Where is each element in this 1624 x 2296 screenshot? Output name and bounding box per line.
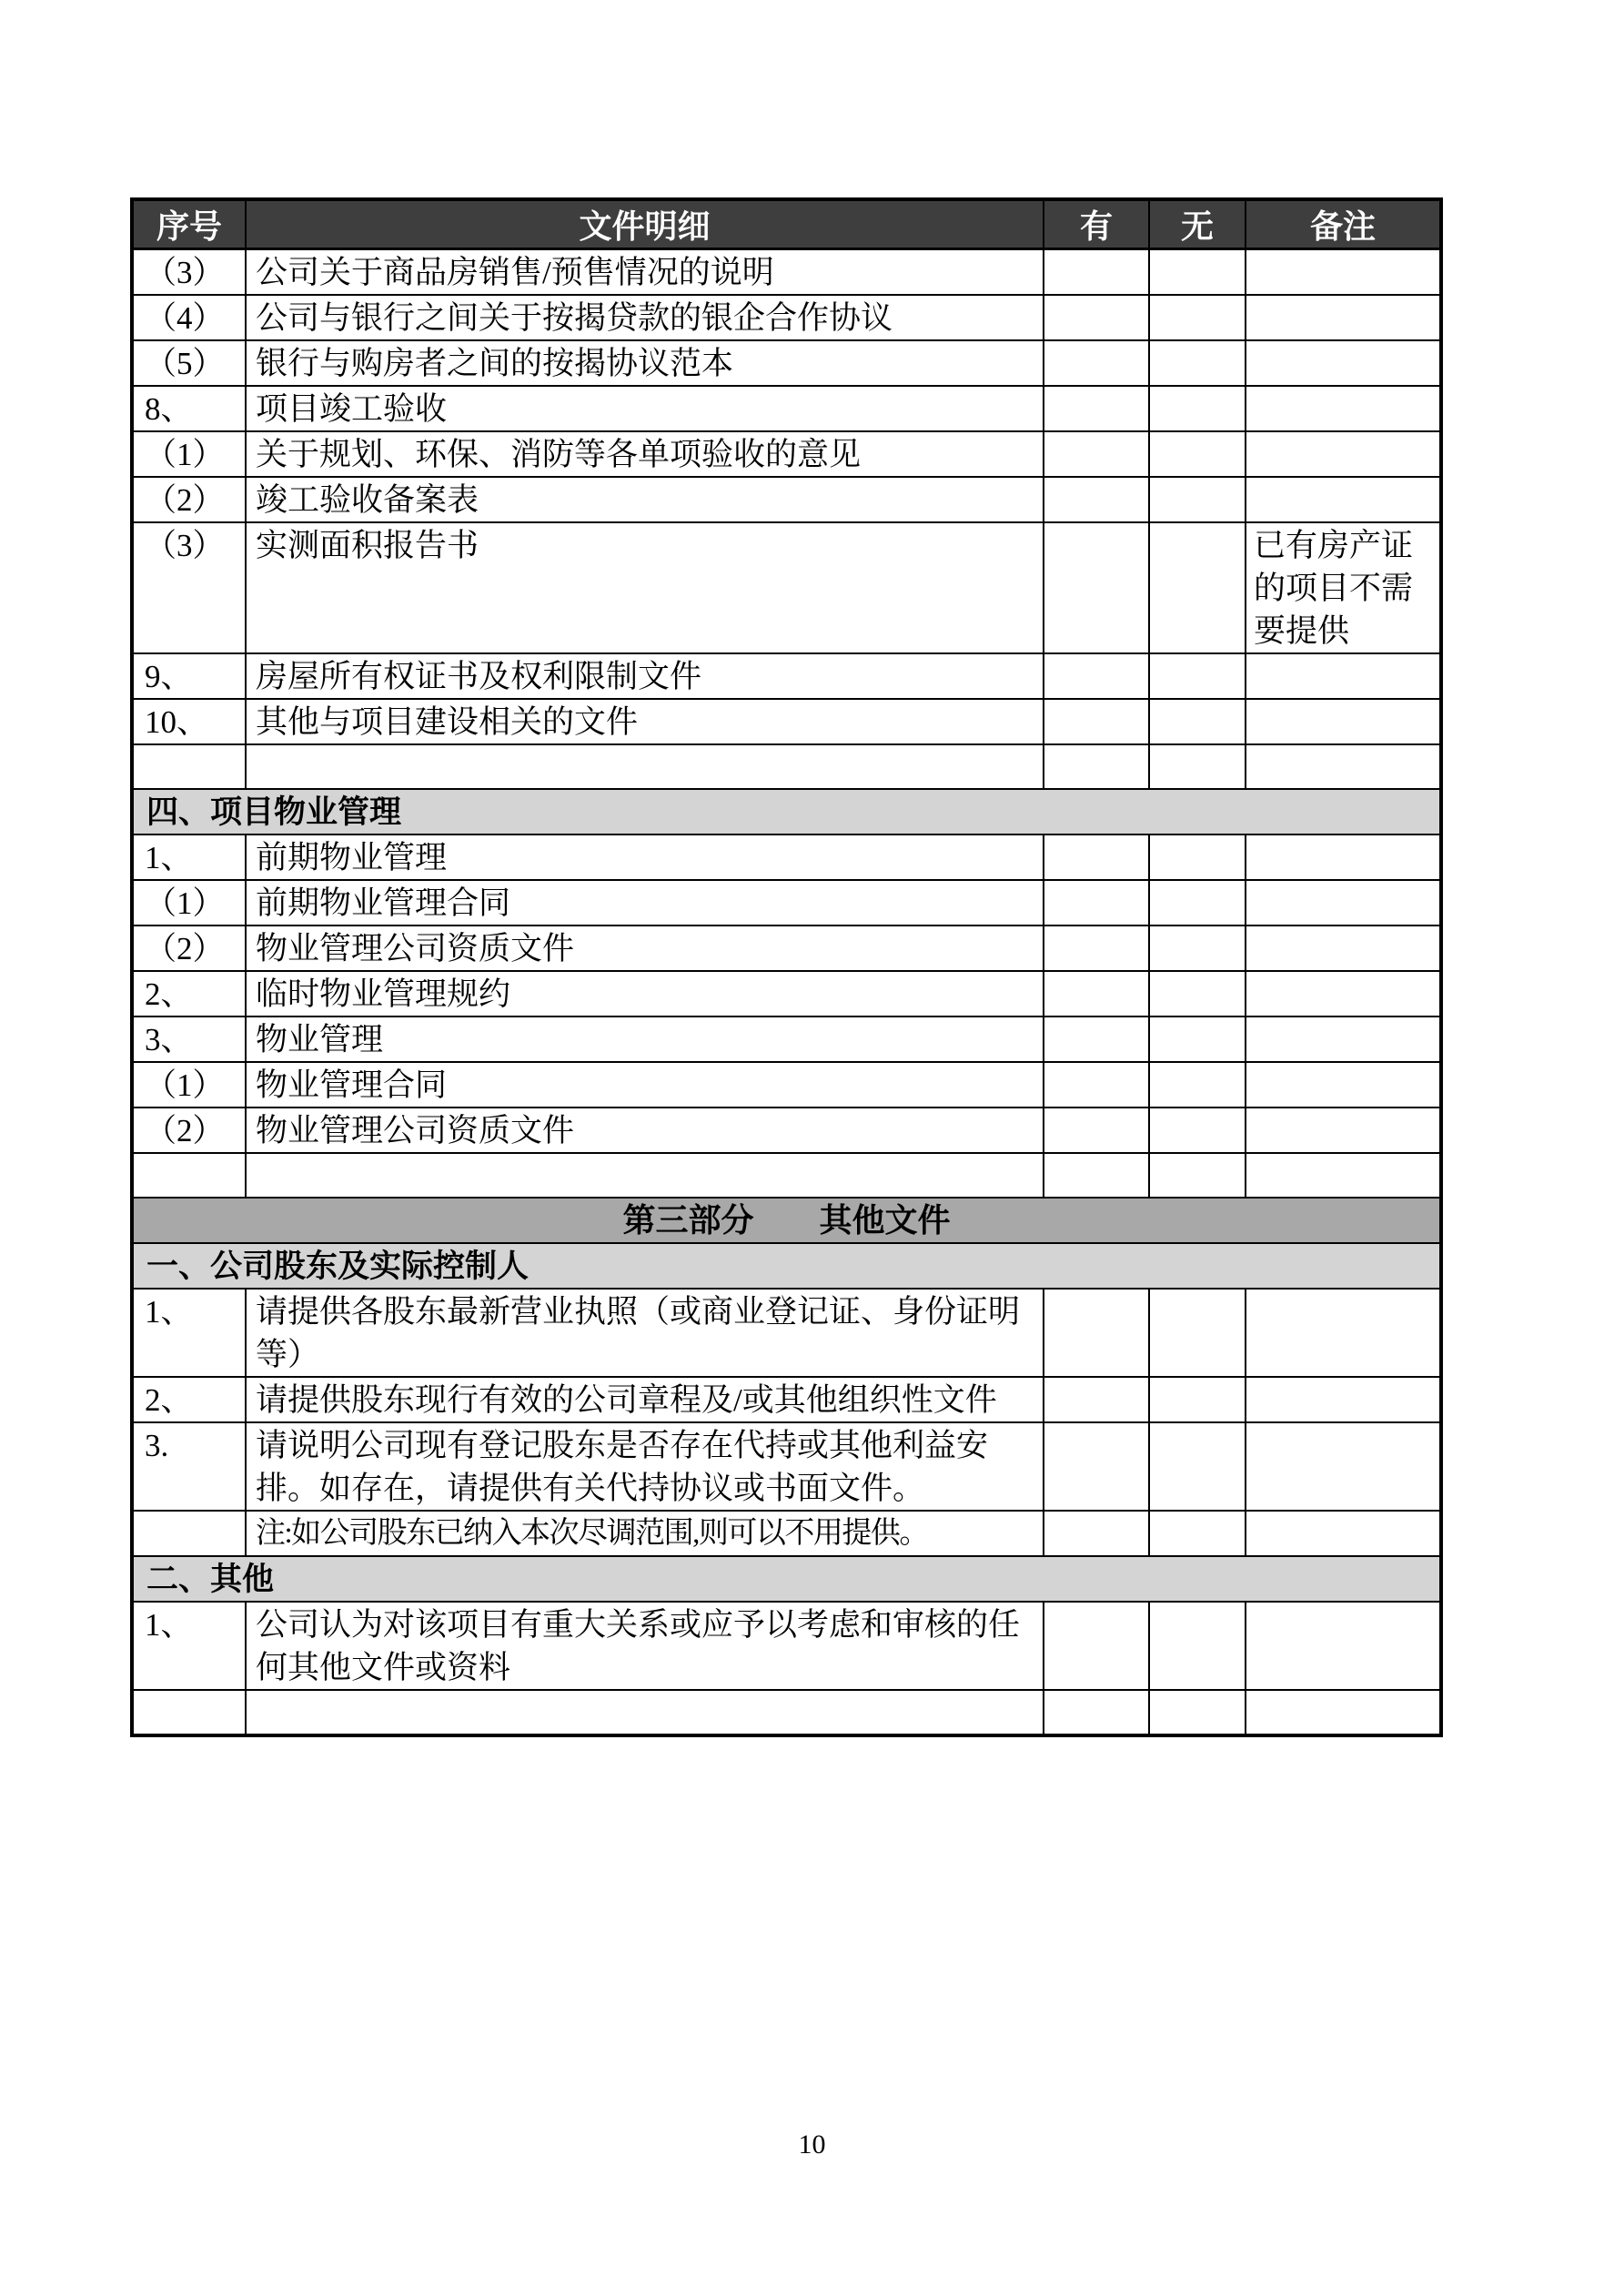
detail-cell: 公司与银行之间关于按揭贷款的银企合作协议 <box>246 295 1044 340</box>
none-cell <box>1149 1062 1246 1108</box>
remark-cell <box>1246 880 1441 925</box>
none-cell <box>1149 971 1246 1017</box>
section-row <box>132 789 1441 834</box>
remark-cell <box>1246 971 1441 1017</box>
section-label: 二、其他 <box>132 1556 1441 1602</box>
detail-cell: 物业管理公司资质文件 <box>246 925 1044 971</box>
remark-cell <box>1246 340 1441 386</box>
has-cell <box>1044 431 1149 477</box>
seq-cell <box>132 744 246 789</box>
section-row <box>132 1243 1441 1289</box>
none-cell <box>1149 295 1246 340</box>
table-row <box>132 1602 1441 1690</box>
detail-cell: 请提供各股东最新营业执照（或商业登记证、身份证明等） <box>246 1289 1044 1377</box>
detail-cell: 前期物业管理合同 <box>246 880 1044 925</box>
table-row <box>132 477 1441 522</box>
detail-cell: 物业管理 <box>246 1017 1044 1062</box>
has-cell <box>1044 971 1149 1017</box>
remark-cell <box>1246 1690 1441 1735</box>
none-cell <box>1149 880 1246 925</box>
table-row <box>132 1062 1441 1108</box>
remark-cell <box>1246 1062 1441 1108</box>
column-header-has: 有 <box>1044 199 1149 249</box>
detail-cell: 临时物业管理规约 <box>246 971 1044 1017</box>
detail-cell <box>246 744 1044 789</box>
remark-cell <box>1246 386 1441 431</box>
seq-cell: （1） <box>132 431 246 477</box>
table-row <box>132 834 1441 880</box>
none-cell <box>1149 744 1246 789</box>
remark-cell <box>1246 295 1441 340</box>
table-row <box>132 1377 1441 1422</box>
table-row <box>132 431 1441 477</box>
remark-cell <box>1246 1153 1441 1198</box>
has-cell <box>1044 1108 1149 1153</box>
detail-cell: 注:如公司股东已纳入本次尽调范围,则可以不用提供。 <box>246 1511 1044 1556</box>
table-row <box>132 880 1441 925</box>
table-row <box>132 971 1441 1017</box>
none-cell <box>1149 653 1246 699</box>
header-row <box>132 199 1441 249</box>
remark-cell <box>1246 1289 1441 1377</box>
table-row <box>132 1108 1441 1153</box>
none-cell <box>1149 1422 1246 1511</box>
detail-cell: 公司关于商品房销售/预售情况的说明 <box>246 249 1044 296</box>
section-row <box>132 1556 1441 1602</box>
seq-cell: 1、 <box>132 1289 246 1377</box>
has-cell <box>1044 340 1149 386</box>
remark-cell: 已有房产证的项目不需要提供 <box>1246 522 1441 653</box>
remark-cell <box>1246 1377 1441 1422</box>
has-cell <box>1044 699 1149 744</box>
table-row <box>132 1153 1441 1198</box>
has-cell <box>1044 1511 1149 1556</box>
detail-cell: 项目竣工验收 <box>246 386 1044 431</box>
none-cell <box>1149 1153 1246 1198</box>
seq-cell: （2） <box>132 477 246 522</box>
detail-cell: 关于规划、环保、消防等各单项验收的意见 <box>246 431 1044 477</box>
seq-cell: 2、 <box>132 971 246 1017</box>
detail-cell: 请说明公司现有登记股东是否存在代持或其他利益安排。如存在，请提供有关代持协议或书面文件。 <box>246 1422 1044 1511</box>
part-header-label: 第三部分 其他文件 <box>132 1198 1441 1243</box>
seq-cell: （3） <box>132 522 246 653</box>
table-row <box>132 522 1441 653</box>
detail-cell: 公司认为对该项目有重大关系或应予以考虑和审核的任何其他文件或资料 <box>246 1602 1044 1690</box>
remark-cell <box>1246 249 1441 296</box>
has-cell <box>1044 1602 1149 1690</box>
seq-cell: （1） <box>132 880 246 925</box>
has-cell <box>1044 1690 1149 1735</box>
none-cell <box>1149 340 1246 386</box>
remark-cell <box>1246 1017 1441 1062</box>
detail-cell: 竣工验收备案表 <box>246 477 1044 522</box>
remark-cell <box>1246 834 1441 880</box>
detail-cell: 实测面积报告书 <box>246 522 1044 653</box>
part-header-row <box>132 1198 1441 1243</box>
none-cell <box>1149 1511 1246 1556</box>
has-cell <box>1044 1422 1149 1511</box>
none-cell <box>1149 477 1246 522</box>
remark-cell <box>1246 431 1441 477</box>
table-row <box>132 653 1441 699</box>
has-cell <box>1044 880 1149 925</box>
remark-cell <box>1246 653 1441 699</box>
seq-cell: 8、 <box>132 386 246 431</box>
seq-cell: （1） <box>132 1062 246 1108</box>
has-cell <box>1044 1017 1149 1062</box>
seq-cell <box>132 1511 246 1556</box>
has-cell <box>1044 295 1149 340</box>
has-cell <box>1044 386 1149 431</box>
has-cell <box>1044 653 1149 699</box>
none-cell <box>1149 925 1246 971</box>
seq-cell: （3） <box>132 249 246 296</box>
detail-cell: 房屋所有权证书及权利限制文件 <box>246 653 1044 699</box>
remark-cell <box>1246 1602 1441 1690</box>
seq-cell: 9、 <box>132 653 246 699</box>
table-row <box>132 1017 1441 1062</box>
none-cell <box>1149 1289 1246 1377</box>
remark-cell <box>1246 1511 1441 1556</box>
none-cell <box>1149 522 1246 653</box>
remark-cell <box>1246 699 1441 744</box>
seq-cell: 10、 <box>132 699 246 744</box>
none-cell <box>1149 1017 1246 1062</box>
table-row <box>132 1511 1441 1556</box>
table-row <box>132 925 1441 971</box>
remark-cell <box>1246 1108 1441 1153</box>
detail-cell: 前期物业管理 <box>246 834 1044 880</box>
seq-cell: （5） <box>132 340 246 386</box>
table-row <box>132 295 1441 340</box>
seq-cell: （2） <box>132 925 246 971</box>
table-row <box>132 340 1441 386</box>
has-cell <box>1044 1377 1149 1422</box>
none-cell <box>1149 1377 1246 1422</box>
none-cell <box>1149 249 1246 296</box>
has-cell <box>1044 477 1149 522</box>
table-row <box>132 699 1441 744</box>
detail-cell: 物业管理公司资质文件 <box>246 1108 1044 1153</box>
seq-cell: 3. <box>132 1422 246 1511</box>
seq-cell: 1、 <box>132 834 246 880</box>
has-cell <box>1044 249 1149 296</box>
seq-cell: 2、 <box>132 1377 246 1422</box>
seq-cell: （2） <box>132 1108 246 1153</box>
remark-cell <box>1246 477 1441 522</box>
detail-cell <box>246 1690 1044 1735</box>
none-cell <box>1149 386 1246 431</box>
table-row <box>132 386 1441 431</box>
column-header-remark: 备注 <box>1246 199 1441 249</box>
detail-cell: 银行与购房者之间的按揭协议范本 <box>246 340 1044 386</box>
seq-cell <box>132 1690 246 1735</box>
column-header-seq: 序号 <box>132 199 246 249</box>
page-number: 10 <box>798 2129 826 2159</box>
detail-cell: 物业管理合同 <box>246 1062 1044 1108</box>
checklist-table <box>130 197 1443 1737</box>
seq-cell: （4） <box>132 295 246 340</box>
section-label: 四、项目物业管理 <box>132 789 1441 834</box>
none-cell <box>1149 1108 1246 1153</box>
none-cell <box>1149 699 1246 744</box>
table-row <box>132 1422 1441 1511</box>
seq-cell <box>132 1153 246 1198</box>
remark-cell <box>1246 925 1441 971</box>
has-cell <box>1044 1062 1149 1108</box>
table-row <box>132 249 1441 296</box>
seq-cell: 1、 <box>132 1602 246 1690</box>
detail-cell: 其他与项目建设相关的文件 <box>246 699 1044 744</box>
seq-cell: 3、 <box>132 1017 246 1062</box>
remark-cell <box>1246 1422 1441 1511</box>
has-cell <box>1044 1289 1149 1377</box>
has-cell <box>1044 925 1149 971</box>
has-cell <box>1044 744 1149 789</box>
remark-cell <box>1246 744 1441 789</box>
detail-cell <box>246 1153 1044 1198</box>
has-cell <box>1044 834 1149 880</box>
none-cell <box>1149 1690 1246 1735</box>
table-row <box>132 1289 1441 1377</box>
column-header-detail: 文件明细 <box>246 199 1044 249</box>
none-cell <box>1149 834 1246 880</box>
column-header-none: 无 <box>1149 199 1246 249</box>
none-cell <box>1149 1602 1246 1690</box>
section-label: 一、公司股东及实际控制人 <box>132 1243 1441 1289</box>
table-row <box>132 744 1441 789</box>
table-row <box>132 1690 1441 1735</box>
none-cell <box>1149 431 1246 477</box>
has-cell <box>1044 1153 1149 1198</box>
detail-cell: 请提供股东现行有效的公司章程及/或其他组织性文件 <box>246 1377 1044 1422</box>
has-cell <box>1044 522 1149 653</box>
